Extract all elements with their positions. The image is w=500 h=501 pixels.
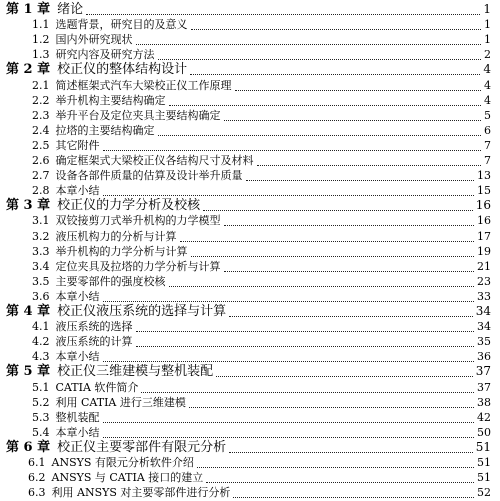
toc-entry-title: 绪论 xyxy=(57,2,84,17)
toc-entry-title: 液压系统的选择 xyxy=(55,320,133,334)
toc-dot-leader xyxy=(136,346,474,347)
toc-entry-number: 2.4 xyxy=(32,123,50,137)
toc-page-number: 21 xyxy=(477,259,491,273)
toc-entry-number: 3.1 xyxy=(32,214,50,228)
toc-entry-number: 5.3 xyxy=(32,410,50,424)
toc-entry-title: 举升机构的力学分析与计算 xyxy=(55,244,188,258)
toc-entry-label xyxy=(28,484,232,501)
toc-entry-number: 4.2 xyxy=(32,335,50,349)
toc-entry-number: 3.5 xyxy=(32,274,50,288)
toc-entry-number: 4.1 xyxy=(32,320,50,334)
toc-entry-title: 本章小结 xyxy=(55,425,100,439)
toc-page-number: 16 xyxy=(475,198,491,213)
toc-entry-number: 2.2 xyxy=(32,93,50,107)
toc-page-number: 37 xyxy=(475,364,491,379)
toc-page-number: 35 xyxy=(477,335,491,349)
toc-entry-title: CATIA 软件简介 xyxy=(55,380,139,394)
toc-entry-title: 校正仪的整体结构设计 xyxy=(57,62,188,78)
toc-entry-title: 校正仪三维建模与整机装配 xyxy=(57,364,214,380)
toc-dot-leader xyxy=(169,105,481,106)
toc-entry-number: 第 1 章 xyxy=(6,2,51,17)
toc-entry-number: 2.8 xyxy=(32,184,50,198)
toc-page-number: 1 xyxy=(484,18,491,32)
toc-page-number: 19 xyxy=(477,244,491,258)
toc-dot-leader xyxy=(136,44,481,45)
toc-section-entry[interactable] xyxy=(0,484,500,501)
toc-page-number: 51 xyxy=(477,456,491,469)
toc-entry-title: 主要零部件的强度校核 xyxy=(55,274,166,288)
toc-dot-leader xyxy=(103,301,474,302)
toc-entry-title: 本章小结 xyxy=(55,289,100,303)
toc-entry-number: 5.2 xyxy=(32,395,50,409)
toc-entry-number: 6.1 xyxy=(28,456,46,469)
toc-dot-leader xyxy=(197,467,474,468)
toc-page-number: 15 xyxy=(477,184,491,198)
toc-entry-number: 1.2 xyxy=(32,33,50,47)
toc-entry-title: 其它附件 xyxy=(55,138,100,152)
toc-entry-title: 本章小结 xyxy=(55,350,100,364)
toc-entry-title: 校正仪的力学分析及校核 xyxy=(57,198,201,214)
toc-dot-leader xyxy=(189,407,474,408)
toc-page-number: 13 xyxy=(477,169,491,183)
toc-page-number: 5 xyxy=(484,108,491,122)
toc-dot-leader xyxy=(229,316,473,317)
toc-entry-number: 3.6 xyxy=(32,289,50,303)
toc-entry-number: 2.6 xyxy=(32,154,50,167)
toc-dot-leader xyxy=(103,195,474,196)
toc-dot-leader xyxy=(203,210,473,211)
toc-entry-number: 3.4 xyxy=(32,259,50,273)
toc-entry-title: 举升平台及定位夹具主要结构确定 xyxy=(55,108,221,122)
toc-entry-number: 2.3 xyxy=(32,108,50,122)
toc-page-number: 33 xyxy=(477,289,491,303)
toc-dot-leader xyxy=(235,90,481,91)
toc-page-number: 1 xyxy=(484,33,491,47)
toc-dot-leader xyxy=(190,74,480,75)
toc-dot-leader xyxy=(158,135,481,136)
toc-entry-number: 4.3 xyxy=(32,350,50,364)
toc-entry-title: 校正仪液压系统的选择与计算 xyxy=(57,304,227,319)
toc-dot-leader xyxy=(257,165,481,166)
toc-entry-title: 国内外研究现状 xyxy=(55,33,133,47)
toc-page-number: 16 xyxy=(477,214,491,228)
toc-entry-title: 利用 CATIA 进行三维建模 xyxy=(55,395,186,409)
toc-page-number: 34 xyxy=(477,320,491,334)
toc-page-number: 2 xyxy=(484,48,491,62)
toc-dot-leader xyxy=(103,437,474,438)
toc-page-number: 37 xyxy=(477,380,491,394)
toc-page-number: 7 xyxy=(484,154,491,167)
toc-dot-leader xyxy=(180,241,474,242)
toc-entry-number: 第 5 章 xyxy=(6,364,51,380)
toc-page-number: 51 xyxy=(477,471,491,485)
toc-dot-leader xyxy=(229,452,473,453)
toc-entry-number: 5.4 xyxy=(32,425,50,439)
toc-page-number: 6 xyxy=(484,123,491,137)
toc-entry-number: 第 3 章 xyxy=(6,198,51,214)
toc-dot-leader xyxy=(206,482,474,483)
toc-page-number: 1 xyxy=(483,2,491,16)
toc-page-number: 4 xyxy=(484,78,491,92)
toc-page-number: 7 xyxy=(484,138,491,152)
toc-entry-number: 1.3 xyxy=(32,48,50,62)
toc-entry-title: 选题背景，研究目的及意义 xyxy=(55,18,188,32)
toc-entry-title: 举升机构主要结构确定 xyxy=(55,93,166,107)
toc-dot-leader xyxy=(158,59,481,60)
toc-dot-leader xyxy=(224,225,474,226)
toc-entry-number: 第 2 章 xyxy=(6,62,51,78)
toc-entry-title: 简述框架式汽车大梁校正仪工作原理 xyxy=(55,78,232,92)
toc-entry-title: 定位夹具及拉塔的力学分析与计算 xyxy=(55,259,221,273)
toc-page-number: 4 xyxy=(483,62,491,77)
toc-entry-number: 2.7 xyxy=(32,169,50,183)
toc-entry-title: 研究内容及研究方法 xyxy=(55,48,155,62)
toc-entry-title: 拉塔的主要结构确定 xyxy=(55,123,155,137)
toc-dot-leader xyxy=(86,14,480,15)
toc-page-number: 38 xyxy=(477,395,491,409)
toc-entry-title: 液压机构力的分析与计算 xyxy=(55,229,177,243)
toc-entry-title: 设备各部件质量的估算及设计举升质量 xyxy=(55,169,243,183)
toc-entry-title: 校正仪主要零部件有限元分析 xyxy=(57,439,227,455)
toc-page-number: 23 xyxy=(477,274,491,288)
toc-entry-title: 液压系统的计算 xyxy=(55,335,133,349)
toc-dot-leader xyxy=(191,256,474,257)
toc-entry-title: 整机装配 xyxy=(55,410,100,424)
toc-entry-title: ANSYS 有限元分析软件介绍 xyxy=(51,456,194,469)
toc-entry-title: 确定框架式大梁校正仪各结构尺寸及材料 xyxy=(55,154,254,167)
toc-dot-leader xyxy=(224,271,474,272)
toc-page-number: 4 xyxy=(484,93,491,107)
toc-entry-number: 1.1 xyxy=(32,18,50,32)
toc-entry-number: 2.1 xyxy=(32,78,50,92)
toc-entry-number: 6.3 xyxy=(28,486,46,500)
toc-dot-leader xyxy=(103,361,474,362)
toc-page-number: 36 xyxy=(477,350,491,364)
toc-entry-number: 5.1 xyxy=(32,380,50,394)
toc-entry-number: 第 4 章 xyxy=(6,304,51,319)
toc-entry-number: 2.5 xyxy=(32,138,50,152)
toc-entry-title: ANSYS 与 CATIA 接口的建立 xyxy=(51,471,204,485)
toc-page-number: 34 xyxy=(475,304,491,318)
toc-dot-leader xyxy=(216,376,473,377)
toc-dot-leader xyxy=(191,29,481,30)
toc-dot-leader xyxy=(224,120,481,121)
toc-entry-number: 第 6 章 xyxy=(6,439,51,455)
toc-dot-leader xyxy=(103,422,474,423)
toc-entry-number: 3.3 xyxy=(32,244,50,258)
toc-dot-leader xyxy=(246,180,474,181)
toc-dot-leader xyxy=(136,331,474,332)
toc-dot-leader xyxy=(141,392,474,393)
toc-page-number: 42 xyxy=(477,410,491,424)
toc-dot-leader xyxy=(233,497,474,498)
toc-page-number: 52 xyxy=(477,486,491,500)
toc-entry-title: 双铰接剪刀式举升机构的力学模型 xyxy=(55,214,221,228)
toc-entry-number: 6.2 xyxy=(28,471,46,485)
toc-page-number: 51 xyxy=(475,439,491,454)
toc-page-number: 50 xyxy=(477,425,491,439)
toc-entry-title: 利用 ANSYS 对主要零部件进行分析 xyxy=(51,486,231,500)
toc-entry-number: 3.2 xyxy=(32,229,50,243)
toc-entry-title: 本章小结 xyxy=(55,184,100,198)
toc-dot-leader xyxy=(103,150,481,151)
toc-page-number: 17 xyxy=(477,229,491,243)
toc-dot-leader xyxy=(169,286,474,287)
